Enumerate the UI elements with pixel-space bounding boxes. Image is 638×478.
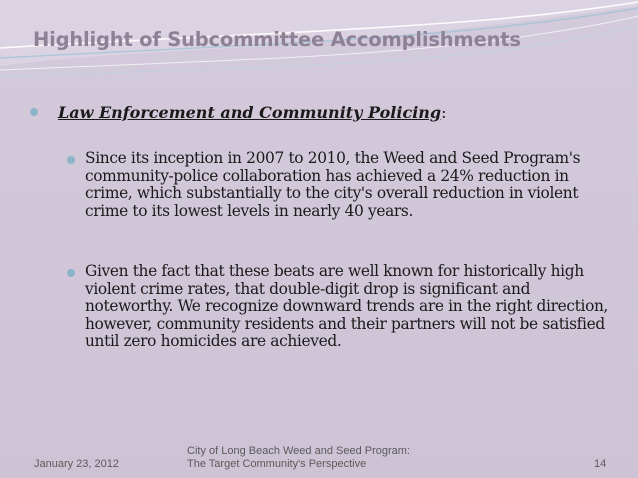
sub-bullet-1: [67, 150, 612, 220]
heading-bullet: [30, 103, 446, 122]
footer-title-line2: The Target Community's Perspective: [187, 458, 367, 470]
sub-bullet-text: Since its inception in 2007 to 2010, the Weed and Seed Program's community-police collaboration has achieved a 24% reduction in crime, which substantially to the city's overall reduction in violent crime to its lowest levels in nearly 40 years.: [85, 149, 581, 220]
heading-suffix: :: [441, 103, 447, 122]
bullet-dot-icon: [30, 108, 38, 116]
slide-title: Highlight of Subcommittee Accomplishments: [33, 28, 521, 51]
sub-bullet-text: Given the fact that these beats are well known for historically high violent crime rates, that double-digit drop is significant and noteworthy. We recognize downward trends are in the right direction, however, community residents and their partners will not be satisfied until zero homicides are achieved.: [85, 262, 609, 350]
sub-bullet-2: [67, 263, 612, 351]
footer-title: [187, 445, 410, 471]
footer-title-line1: City of Long Beach Weed and Seed Program:: [187, 445, 410, 457]
heading-emphasis: Law Enforcement and Community Policing: [58, 103, 442, 122]
bullet-dot-icon: [67, 269, 75, 277]
bullet-dot-icon: [67, 156, 75, 164]
footer-date: January 23, 2012: [34, 458, 120, 470]
page-number: 14: [594, 458, 607, 470]
